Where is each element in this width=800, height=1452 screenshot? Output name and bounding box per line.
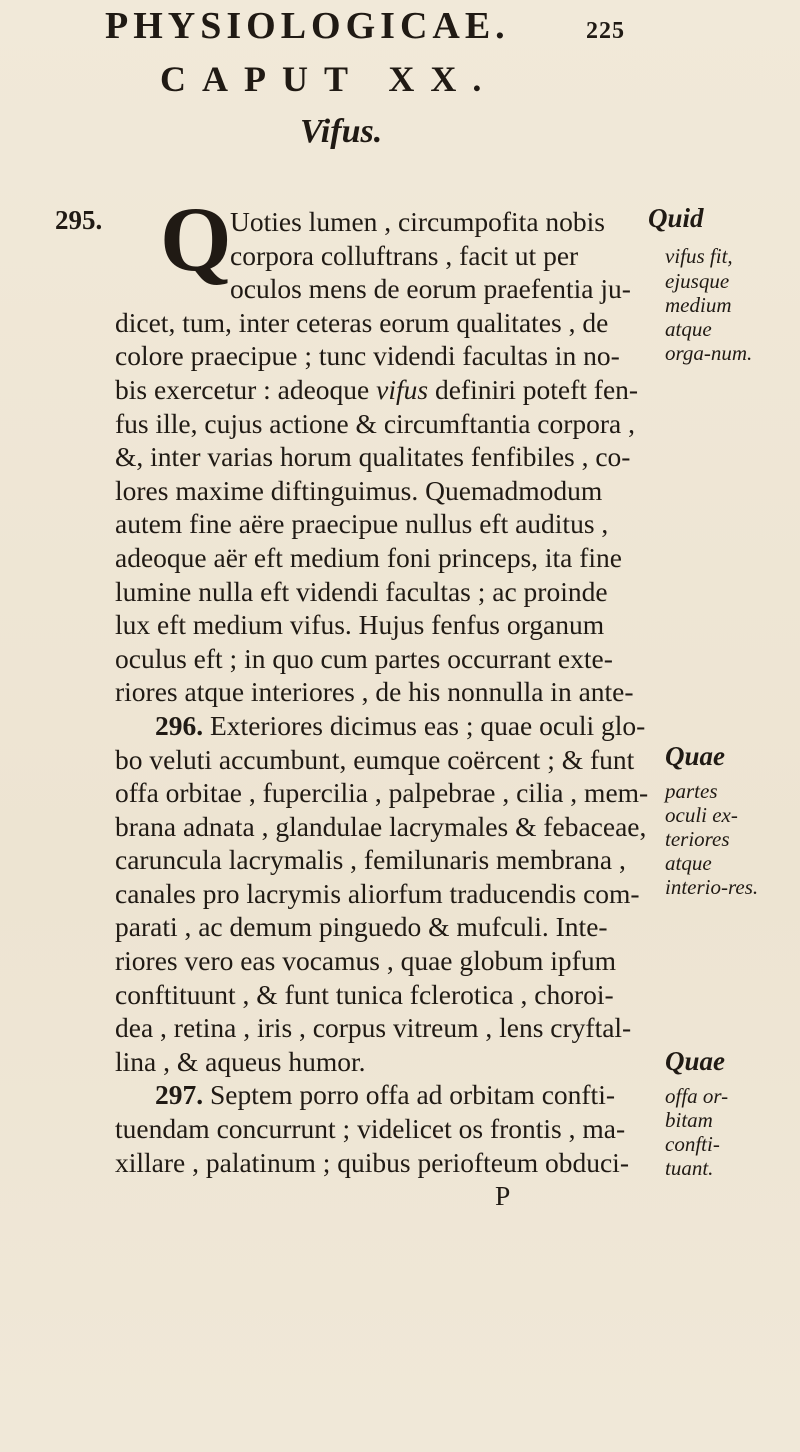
text-line: bo veluti accumbunt, eumque coërcent ; & funt xyxy=(115,743,635,775)
margin-note: confti- xyxy=(665,1132,720,1156)
text-line: 296. Exteriores dicimus eas ; quae oculi glo- xyxy=(155,709,646,741)
text-line: bis exercetur : adeoque vifus definiri poteft fen- xyxy=(115,373,639,405)
margin-note: offa or- xyxy=(665,1084,729,1108)
text-line: &, inter varias horum qualitates fenfibiles , co- xyxy=(115,441,631,473)
margin-note-quae: Quae xyxy=(665,741,725,771)
text-line: lina , & aqueus humor. xyxy=(115,1045,366,1077)
catchword: P xyxy=(495,1180,511,1212)
main-text xyxy=(115,188,660,1213)
text-line: parati , ac demum pinguedo & mufculi. Inte- xyxy=(115,911,608,943)
text-line: lumine nulla eft videndi facultas ; ac proinde xyxy=(115,575,608,607)
margin-note: bitam xyxy=(665,1108,713,1132)
margin-note: teriores xyxy=(665,827,730,851)
margin-note: interio-res. xyxy=(665,875,759,899)
text-line: canales pro lacrymis aliorfum traducendis com- xyxy=(115,877,640,909)
text-line: riores atque interiores , de his nonnulla in ante- xyxy=(115,676,634,708)
text-line: xillare , palatinum ; quibus periofteum obduci- xyxy=(115,1146,629,1178)
margin-note: partes xyxy=(665,779,718,803)
margin-note: oculi ex- xyxy=(665,803,738,827)
margin-note: vifus fit, xyxy=(665,244,733,268)
chapter-heading: CAPUT XX. xyxy=(160,59,498,99)
margin-note-quid: Quid xyxy=(648,203,704,233)
text-line: caruncula lacrymalis , femilunaris membrana , xyxy=(115,844,626,876)
text-line: offa orbitae , fupercilia , palpebrae , cilia , mem- xyxy=(115,777,649,809)
text-line: Uoties lumen , circumpofita nobis xyxy=(230,206,605,237)
margin-note: ejusque xyxy=(665,269,730,293)
text-line: riores vero eas vocamus , quae globum ipfum xyxy=(115,945,616,977)
margin-note-quae: Quae xyxy=(665,1046,725,1076)
text-line: conftituunt , & funt tunica fclerotica , choroi- xyxy=(115,978,614,1010)
text-line: autem fine aëre praecipue nullus eft auditus , xyxy=(115,508,609,540)
text-line: fus ille, cujus actione & circumftantia corpora , xyxy=(115,407,636,439)
text-line: colore praecipue ; tunc videndi facultas in no- xyxy=(115,340,620,372)
page-number: 225 xyxy=(586,18,625,44)
running-head xyxy=(105,4,625,48)
text-line: dea , retina , iris , corpus vitreum , lens cryftal- xyxy=(115,1012,632,1044)
text-line: brana adnata , glandulae lacrymales & febaceae, xyxy=(115,810,647,842)
margin-note: atque xyxy=(665,317,712,341)
text-line: oculus eft ; in quo cum partes occurrant exte- xyxy=(115,642,613,674)
drop-cap: Q xyxy=(160,188,232,290)
text-line: adeoque aër eft medium foni princeps, ita fine xyxy=(115,541,623,573)
text-line: corpora colluftrans , facit ut per xyxy=(230,239,579,271)
margin-note: medium xyxy=(665,293,732,317)
text-line: 297. Septem porro offa ad orbitam confti- xyxy=(155,1079,615,1111)
margin-note: atque xyxy=(665,851,712,875)
margin-note: orga-num. xyxy=(665,341,753,365)
running-head-title: PHYSIOLOGICAE. xyxy=(105,5,510,47)
text-line: oculos mens de eorum praefentia ju- xyxy=(230,273,631,305)
text-line: lux eft medium vifus. Hujus fenfus organum xyxy=(115,609,605,641)
margin-note: tuant. xyxy=(665,1156,714,1180)
text-line: dicet, tum, inter ceteras eorum qualitates , de xyxy=(115,306,609,338)
text-line: tuendam concurrunt ; videlicet os frontis , ma- xyxy=(115,1113,626,1145)
text-line: lores maxime diftinguimus. Quemadmodum xyxy=(115,474,603,506)
paragraph-number-295: 295. xyxy=(55,205,103,235)
chapter-subtitle: Vifus. xyxy=(300,113,383,150)
